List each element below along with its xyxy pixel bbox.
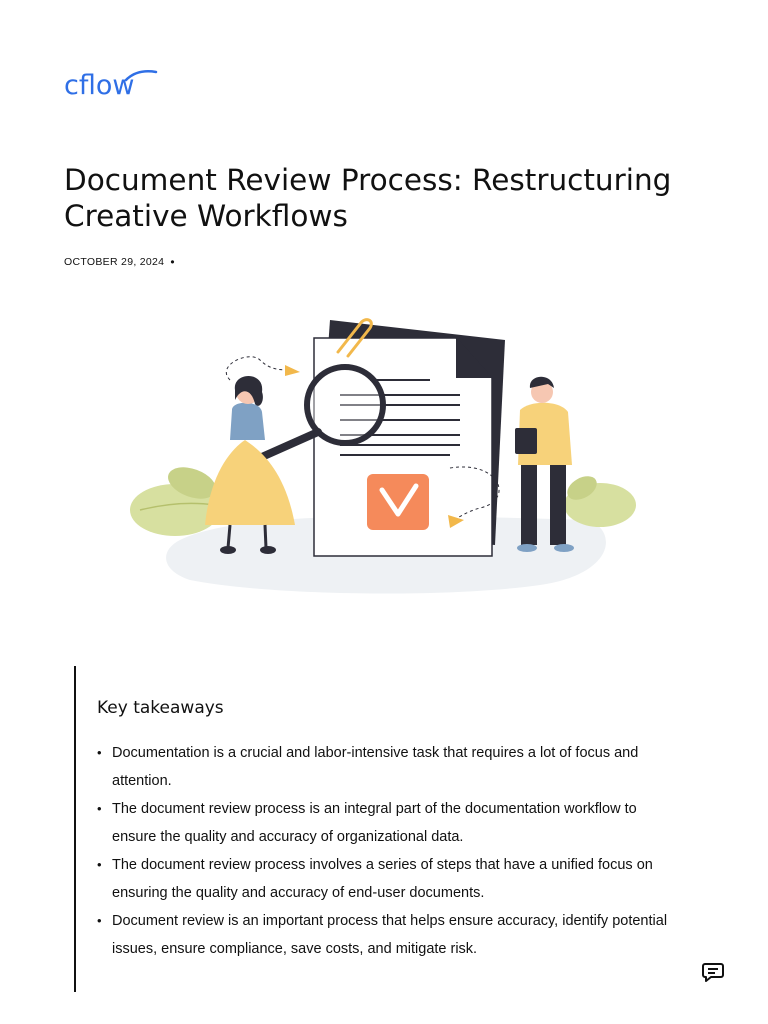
chat-icon[interactable] <box>702 962 724 982</box>
logo-wordmark: cflow <box>64 70 135 101</box>
meta-separator: • <box>170 255 175 269</box>
list-item: • The document review process involves a series of steps that have a unified focus on ensuring the quality and accuracy of end-user documents. <box>97 851 682 907</box>
takeaways-list <box>97 739 682 963</box>
page-title: Document Review Process: Restructuring Creative Workflows <box>64 163 672 233</box>
article-meta <box>64 255 175 269</box>
cflow-logo[interactable] <box>64 72 134 99</box>
key-takeaways-section <box>74 666 696 992</box>
plant-right-icon <box>563 471 636 527</box>
checkmark-icon <box>367 474 429 530</box>
paper-plane-icon <box>226 357 300 380</box>
logo-swoosh-icon <box>124 68 158 82</box>
list-item: • Document review is an important process that helps ensure accuracy, identify potential issues, ensure compliance, save costs, and mitigate risk. <box>97 907 682 963</box>
list-item: • Documentation is a crucial and labor-intensive task that requires a lot of focus and attention. <box>97 739 682 795</box>
list-item: • The document review process is an integral part of the documentation workflow to ensure the quality and accuracy of organizational data. <box>97 795 682 851</box>
publish-date: OCTOBER 29, 2024 <box>64 256 165 268</box>
document-review-illustration <box>120 300 640 600</box>
takeaways-heading: Key takeaways <box>97 698 224 718</box>
